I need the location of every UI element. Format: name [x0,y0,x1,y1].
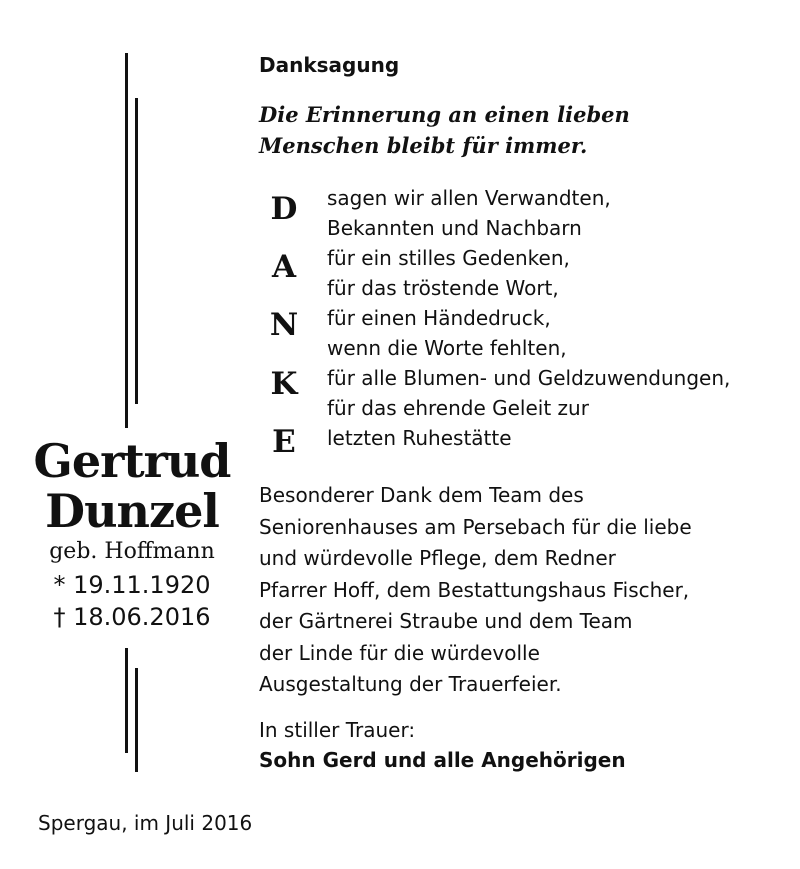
danke-letter-a: A [271,249,297,285]
last-name: Dunzel [45,484,219,538]
thanks-line: und würdevolle Pflege, dem Redner [259,546,616,570]
danke-line: für das ehrende Geleit zur [327,396,589,420]
special-thanks [259,480,692,701]
danke-line: für ein stilles Gedenken, [327,246,570,270]
thanks-line: der Linde für die würdevolle [259,640,540,665]
bottom-left-rule [125,648,128,753]
mourning-label: In stiller Trauer: [259,718,416,742]
deceased-info [20,436,244,536]
danke-line: für das tröstende Wort, [327,276,559,300]
maiden-name: geb. Hoffmann [49,539,215,564]
notice-heading: Danksagung [259,53,400,77]
danke-line: letzten Ruhestätte [327,426,512,450]
danke-letter-e: E [272,424,296,460]
thanks-line: Pfarrer Hoff, dem Bestattungshaus Fischer, [259,577,690,602]
danke-line: für einen Händedruck, [327,306,551,330]
first-name: Gertrud [33,434,231,488]
danke-line: wenn die Worte fehlten, [327,336,567,360]
danke-line: Bekannten und Nachbarn [327,216,582,240]
death-date: † 18.06.2016 [53,603,211,631]
danke-letter-d: D [270,191,298,227]
thanks-line: Seniorenhauses am Persebach für die liebe [259,514,692,539]
danke-letter-k: K [270,366,298,402]
place-date: Spergau, im Juli 2016 [38,811,253,835]
birth-date: * 19.11.1920 [53,571,211,599]
motto [259,99,630,161]
bottom-right-rule [135,668,138,772]
deceased-dates [20,537,244,633]
thanks-line: der Gärtnerei Straube und dem Team [259,609,633,633]
motto-line: Menschen bleibt für immer. [259,133,588,158]
top-right-rule [135,98,138,404]
mourners: Sohn Gerd und alle Angehörigen [259,748,626,772]
thanks-line: Besonderer Dank dem Team des [259,483,584,507]
top-left-rule [125,53,128,428]
motto-line: Die Erinnerung an einen lieben [259,102,630,127]
danke-line: sagen wir allen Verwandten, [327,186,611,210]
danke-line: für alle Blumen- und Geldzuwendungen, [327,366,731,390]
danke-letter-n: N [269,307,299,343]
thanks-line: Ausgestaltung der Trauerfeier. [259,672,562,696]
